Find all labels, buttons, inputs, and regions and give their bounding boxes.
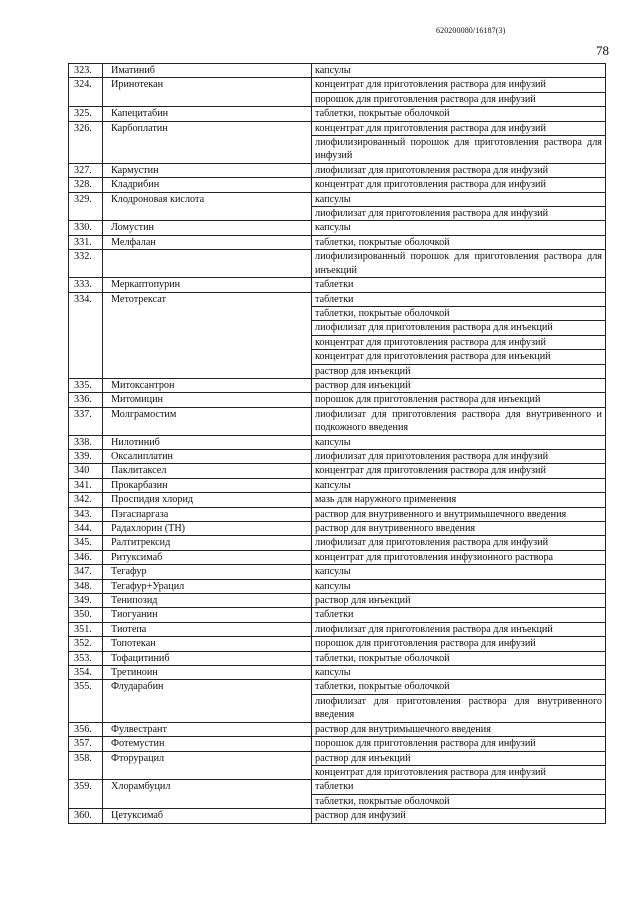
row-number: 343.: [69, 507, 103, 521]
row-number: 332.: [69, 250, 103, 278]
table-row: [69, 435, 606, 449]
table-row: [69, 407, 606, 435]
dosage-form: лиофилизат для приготовления раствора для инфузий: [312, 207, 606, 221]
table-row: [69, 449, 606, 463]
dosage-form: лиофилизированный порошок для приготовления раствора для инъекций: [312, 250, 606, 278]
row-number: 337.: [69, 407, 103, 435]
row-number: 346.: [69, 550, 103, 564]
row-number: 353.: [69, 651, 103, 665]
dosage-form: порошок для приготовления раствора для инфузий: [312, 737, 606, 751]
table-row: [69, 378, 606, 392]
drug-name: Тегафур+Урацил: [103, 579, 312, 593]
dosage-form: концентрат для приготовления раствора для инфузий: [312, 335, 606, 349]
table-row: [69, 278, 606, 292]
table-row: [69, 594, 606, 608]
drug-name: Мелфалан: [103, 235, 312, 249]
drug-name: Кармустин: [103, 163, 312, 177]
dosage-form: капсулы: [312, 64, 606, 78]
drug-name: Ралтитрексид: [103, 536, 312, 550]
dosage-form: лиофилизат для приготовления раствора для инъекций: [312, 622, 606, 636]
dosage-form: капсулы: [312, 565, 606, 579]
drug-name: Кладрибин: [103, 178, 312, 192]
dosage-form: капсулы: [312, 435, 606, 449]
table-row: [69, 780, 606, 794]
drug-name: [103, 250, 312, 278]
dosage-form: концентрат для приготовления раствора для инфузий: [312, 464, 606, 478]
drug-name: Фторурацил: [103, 751, 312, 780]
table-row: [69, 121, 606, 135]
drug-name: Пэгаспаргаза: [103, 507, 312, 521]
row-number: 336.: [69, 393, 103, 407]
drug-table-body: [69, 64, 606, 824]
dosage-form: лиофилизат для приготовления раствора для внутривенного введения: [312, 694, 606, 722]
dosage-form: таблетки: [312, 780, 606, 794]
page-number: 78: [596, 43, 609, 58]
row-number: 328.: [69, 178, 103, 192]
table-row: [69, 292, 606, 306]
drug-name: Молграмостим: [103, 407, 312, 435]
table-row: [69, 78, 606, 92]
drug-name: Тегафур: [103, 565, 312, 579]
drug-name: Хлорамбуцил: [103, 780, 312, 809]
drug-name: Митомицин: [103, 393, 312, 407]
dosage-form: таблетки, покрытые оболочкой: [312, 651, 606, 665]
drug-name: Цетуксимаб: [103, 809, 312, 823]
dosage-form: капсулы: [312, 221, 606, 235]
dosage-form: капсулы: [312, 478, 606, 492]
dosage-form: таблетки, покрытые оболочкой: [312, 235, 606, 249]
table-row: [69, 221, 606, 235]
dosage-form: порошок для приготовления раствора для инъекций: [312, 393, 606, 407]
table-row: [69, 522, 606, 536]
table-row: [69, 637, 606, 651]
dosage-form: таблетки, покрытые оболочкой: [312, 107, 606, 121]
row-number: 354.: [69, 666, 103, 680]
drug-name: Иматиниб: [103, 64, 312, 78]
dosage-form: мазь для наружного применения: [312, 493, 606, 507]
drug-name: Паклитаксел: [103, 464, 312, 478]
drug-name: Третиноин: [103, 666, 312, 680]
table-row: [69, 809, 606, 823]
dosage-form: раствор для инфузий: [312, 809, 606, 823]
row-number: 327.: [69, 163, 103, 177]
row-number: 350.: [69, 608, 103, 622]
table-row: [69, 235, 606, 249]
table-row: [69, 250, 606, 278]
row-number: 323.: [69, 64, 103, 78]
dosage-form: таблетки: [312, 292, 606, 306]
drug-name: Ломустин: [103, 221, 312, 235]
table-row: [69, 478, 606, 492]
dosage-form: раствор для инъекций: [312, 364, 606, 378]
row-number: 341.: [69, 478, 103, 492]
drug-name: Ритуксимаб: [103, 550, 312, 564]
drug-name: Клодроновая кислота: [103, 192, 312, 221]
row-number: 325.: [69, 107, 103, 121]
row-number: 330.: [69, 221, 103, 235]
dosage-form: капсулы: [312, 666, 606, 680]
dosage-form: раствор для внутримышечного введения: [312, 722, 606, 736]
row-number: 351.: [69, 622, 103, 636]
row-number: 360.: [69, 809, 103, 823]
table-row: [69, 536, 606, 550]
dosage-form: капсулы: [312, 192, 606, 206]
dosage-form: таблетки, покрытые оболочкой: [312, 680, 606, 694]
drug-name: Иринотекан: [103, 78, 312, 107]
drug-name: Меркаптопурин: [103, 278, 312, 292]
row-number: 357.: [69, 737, 103, 751]
drug-name: Радахлорин (ТН): [103, 522, 312, 536]
drug-table: [68, 63, 606, 824]
row-number: 326.: [69, 121, 103, 163]
dosage-form: порошок для приготовления раствора для инфузий: [312, 637, 606, 651]
dosage-form: раствор для внутривенного и внутримышечного введения: [312, 507, 606, 521]
row-number: 329.: [69, 192, 103, 221]
row-number: 344.: [69, 522, 103, 536]
drug-name: Фотемустин: [103, 737, 312, 751]
dosage-form: лиофилизат для приготовления раствора для инфузий: [312, 536, 606, 550]
row-number: 335.: [69, 378, 103, 392]
dosage-form: концентрат для приготовления раствора для инфузий: [312, 121, 606, 135]
table-row: [69, 192, 606, 206]
table-row: [69, 666, 606, 680]
table-row: [69, 507, 606, 521]
row-number: 324.: [69, 78, 103, 107]
drug-name: Топотекан: [103, 637, 312, 651]
row-number: 345.: [69, 536, 103, 550]
document-id: 620200080/16187(3): [436, 26, 506, 35]
table-row: [69, 107, 606, 121]
dosage-form: капсулы: [312, 579, 606, 593]
dosage-form: лиофилизат для приготовления раствора для инфузий: [312, 163, 606, 177]
dosage-form: концентрат для приготовления раствора для инфузий: [312, 178, 606, 192]
table-row: [69, 737, 606, 751]
table-row: [69, 608, 606, 622]
table-row: [69, 493, 606, 507]
row-number: 342.: [69, 493, 103, 507]
table-row: [69, 550, 606, 564]
drug-name: Тофацитиниб: [103, 651, 312, 665]
dosage-form: концентрат для приготовления инфузионного раствора: [312, 550, 606, 564]
table-row: [69, 393, 606, 407]
drug-name: Оксалиплатин: [103, 449, 312, 463]
table-row: [69, 751, 606, 765]
drug-name: Метотрексат: [103, 292, 312, 378]
dosage-form: концентрат для приготовления раствора для инфузий: [312, 765, 606, 779]
dosage-form: раствор для внутривенного введения: [312, 522, 606, 536]
table-row: [69, 579, 606, 593]
dosage-form: раствор для инъекций: [312, 751, 606, 765]
row-number: 347.: [69, 565, 103, 579]
row-number: 355.: [69, 680, 103, 722]
dosage-form: лиофилизат для приготовления раствора для внутривенного и подкожного введения: [312, 407, 606, 435]
drug-name: Капецитабин: [103, 107, 312, 121]
drug-name: Нилотиниб: [103, 435, 312, 449]
row-number: 331.: [69, 235, 103, 249]
drug-name: Митоксантрон: [103, 378, 312, 392]
table-row: [69, 464, 606, 478]
table-row: [69, 178, 606, 192]
table-row: [69, 622, 606, 636]
dosage-form: раствор для инъекций: [312, 378, 606, 392]
table-row: [69, 651, 606, 665]
row-number: 334.: [69, 292, 103, 378]
row-number: 340: [69, 464, 103, 478]
drug-name: Тенипозид: [103, 594, 312, 608]
dosage-form: лиофилизат для приготовления раствора для инъекций: [312, 321, 606, 335]
row-number: 349.: [69, 594, 103, 608]
drug-name: Проспидия хлорид: [103, 493, 312, 507]
drug-name: Прокарбазин: [103, 478, 312, 492]
dosage-form: раствор для инъекций: [312, 594, 606, 608]
drug-name: Флударабин: [103, 680, 312, 722]
drug-name: Карбоплатин: [103, 121, 312, 163]
dosage-form: таблетки, покрытые оболочкой: [312, 306, 606, 320]
dosage-form: таблетки: [312, 278, 606, 292]
drug-name: Фулвестрант: [103, 722, 312, 736]
row-number: 348.: [69, 579, 103, 593]
row-number: 359.: [69, 780, 103, 809]
dosage-form: лиофилизированный порошок для приготовления раствора для инфузий: [312, 136, 606, 164]
table-row: [69, 163, 606, 177]
row-number: 338.: [69, 435, 103, 449]
row-number: 358.: [69, 751, 103, 780]
table-row: [69, 64, 606, 78]
dosage-form: концентрат для приготовления раствора для инъекций: [312, 350, 606, 364]
table-row: [69, 565, 606, 579]
row-number: 352.: [69, 637, 103, 651]
drug-name: Тиогуанин: [103, 608, 312, 622]
table-row: [69, 722, 606, 736]
dosage-form: лиофилизат для приготовления раствора для инфузий: [312, 449, 606, 463]
drug-name: Тиотепа: [103, 622, 312, 636]
table-row: [69, 680, 606, 694]
dosage-form: порошок для приготовления раствора для инфузий: [312, 92, 606, 106]
dosage-form: таблетки, покрытые оболочкой: [312, 794, 606, 808]
row-number: 339.: [69, 449, 103, 463]
dosage-form: таблетки: [312, 608, 606, 622]
row-number: 356.: [69, 722, 103, 736]
dosage-form: концентрат для приготовления раствора для инфузий: [312, 78, 606, 92]
row-number: 333.: [69, 278, 103, 292]
